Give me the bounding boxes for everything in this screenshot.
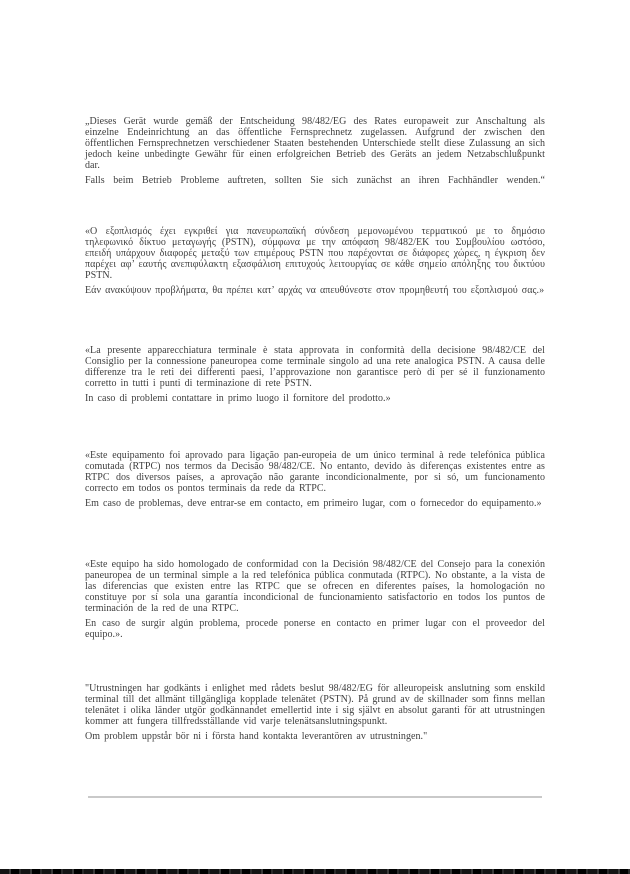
notice-contact-line: Om problem uppstår bör ni i första hand kontakta leverantören av utrustningen." — [85, 731, 428, 742]
pstn-notice-greek — [85, 226, 545, 296]
notice-paragraph: "Utrustningen har godkänts i enlighet med rådets beslut 98/482/EG för alleuropeisk anslutning som enskild terminal till det allmänt tillgängliga kopplade telenätet (PSTN). På grund av de skillnader som finns mellan telenätet i olika länder utgör godkännandet emellertid inte i sig självt en absolut garanti för att utrustningen kommer att fungera tillfredsställande vid varje telenätsanslutningspunkt. — [85, 683, 545, 727]
notice-contact-line: Em caso de problemas, deve entrar-se em contacto, em primeiro lugar, com o fornecedor do equipamento.» — [85, 498, 542, 509]
pstn-notice-italian — [85, 345, 545, 404]
pstn-notice-swedish — [85, 683, 545, 742]
notice-contact-line: Εάν ανακύψουν προβλήματα, θα πρέπει κατ’ αρχάς να απευθύνεστε στον προμηθευτή του εξοπλισμού σας.» — [85, 285, 545, 296]
notice-paragraph: «Ο εξοπλισμός έχει εγκριθεί για πανευρωπαϊκή σύνδεση μεμονωμένου τερματικού με το δημόσιο τηλεφωνικό δίκτυο μεταγωγής (PSTN), σύμφωνα με την απόφαση 98/482/ΕΚ του Συμβουλίου ωστόσο, επειδή υπάρχουν διαφορές μεταξύ των επιμέρους PSTN που παρέχονται σε διάφορες χώρες, η έγκριση δεν παρέχει αφ’ εαυτής ανεπιφύλακτη εξασφάλιση επιτυχούς λειτουργίας σε κάθε σημείο απόληξης του δικτύου PSTN. — [85, 226, 545, 281]
notice-paragraph: „Dieses Gerät wurde gemäß der Entscheidung 98/482/EG des Rates europaweit zur Anschaltung als einzelne Endeinrichtung an das öffentliche Fernsprechnetz zugelassen. Aufgrund der zwischen den öffentlichen Fernsprechnetzen verschiedener Staaten bestehenden Unterschiede stellt diese Zulassung an sich jedoch keine unbedingte Gewähr für einen erfolgreichen Betrieb des Geräts an jedem Netzabschlußpunkt dar. — [85, 116, 545, 171]
notice-contact-line: En caso de surgir algún problema, procede ponerse en contacto en primer lugar con el proveedor del equipo.». — [85, 618, 545, 640]
footer-divider-rule — [88, 796, 542, 798]
notice-contact-line: In caso di problemi contattare in primo luogo il fornitore del prodotto.» — [85, 393, 391, 404]
notice-contact-line: Falls beim Betrieb Probleme auftreten, sollten Sie sich zunächst an ihren Fachhändler wenden.“ — [85, 175, 545, 186]
pstn-notice-portuguese — [85, 450, 545, 509]
notice-paragraph: «Este equipo ha sido homologado de conformidad con la Decisión 98/482/CE del Consejo para la conexión paneuropea de un terminal simple a la red telefónica pública conmutada (RTPC). No obstante, a la vista de las diferencias que existen entre las RTPC que se ofrecen en diferentes países, la homologación no constituye por sí sola una garantía incondicional de funcionamiento satisfactorio en todos los puntos de terminación de la red de una RTPC. — [85, 559, 545, 614]
pstn-notice-spanish — [85, 559, 545, 640]
pstn-notice-german — [85, 116, 545, 186]
notice-paragraph: «Este equipamento foi aprovado para ligação pan-europeia de um único terminal à rede telefónica pública comutada (RTPC) nos termos da Decisão 98/482/CE. No entanto, devido às diferenças existentes entre as RTPC dos diversos países, a aprovação não garante incondicionalmente, por si só, um funcionamento correcto em todos os pontos terminais da rede da RTPC. — [85, 450, 545, 494]
page-bottom-scan-edge — [0, 869, 630, 874]
notice-paragraph: «La presente apparecchiatura terminale è stata approvata in conformità della decisione 98/482/CE del Consiglio per la connessione paneuropea come terminale singolo ad una rete analogica PSTN. A causa delle differenze tra le reti dei differenti paesi, l’approvazione non garantisce però di per sé il funzionamento corretto in tutti i punti di terminazione di rete PSTN. — [85, 345, 545, 389]
